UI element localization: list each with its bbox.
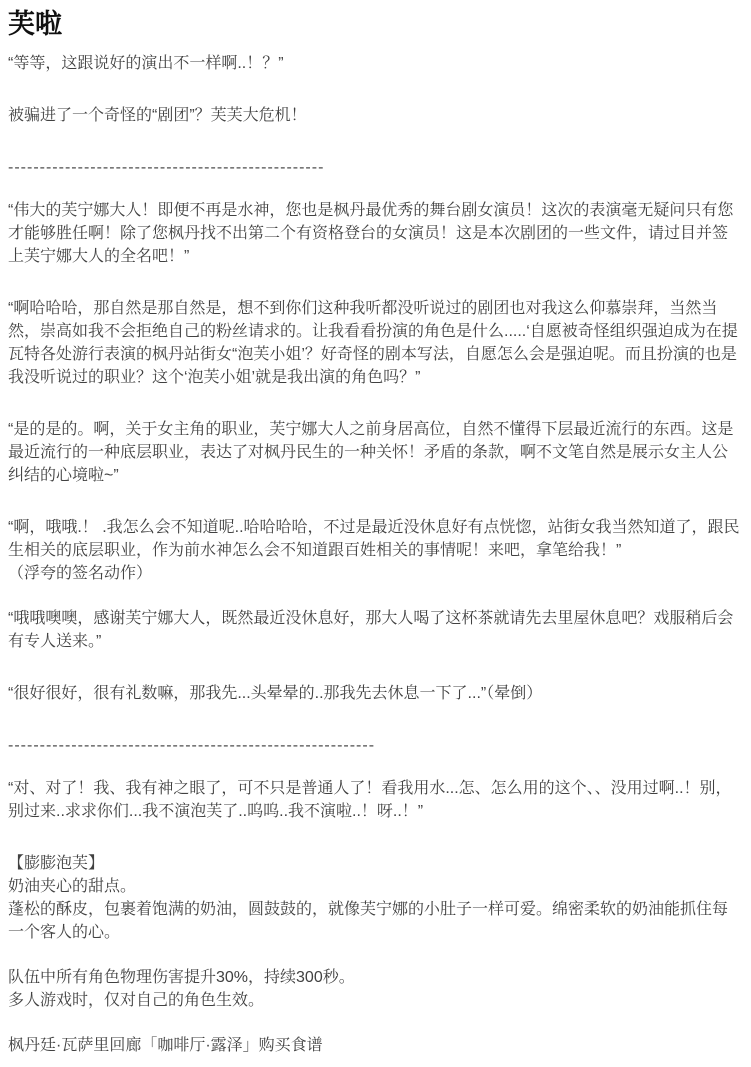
dialogue-furina-accept: “啊哈哈哈，那自然是那自然是，想不到你们这种我听都没听说过的剧团也对我这么仰慕崇拜，当然当然，崇高如我不会拒绝自己的粉丝请求的。让我看看扮演的角色是什么.....‘自愿被奇怪组织强迫成为在提瓦特各处游行表演的枫丹站街女“泡芙小姐’？好奇怪的剧本写法，自愿怎么会是强迫呢。而且扮演的也是我没听说过的职业？这个‘泡芙小姐’就是我出演的角色吗？” bbox=[8, 300, 738, 386]
dashed-separator-1: -------------------------------------------------- bbox=[8, 159, 325, 176]
item-source: 枫丹廷·瓦萨里回廊「咖啡厅·露泽」购买食谱 bbox=[8, 1037, 323, 1054]
dialogue-furina-sign: “啊，哦哦.！ .我怎么会不知道呢..哈哈哈哈，不过是最近没休息好有点恍惚，站街女我当然知道了，跟民生相关的底层职业，作为前水神怎么会不知道跟百姓相关的事情呢！来吧，拿笔给我！” bbox=[8, 519, 740, 559]
dialogue-faint: “很好很好，很有礼数嘛，那我先...头晕晕的..那我先去休息一下了...”（晕倒） bbox=[8, 685, 543, 702]
dialogue-troupe-explain: “是的是的。啊，关于女主角的职业，芙宁娜大人之前身居高位，自然不懂得下层最近流行的东西。这是最近流行的一种底层职业，表达了对枫丹民生的一种关怀！矛盾的条款，啊不文笔自然是展示女主人公纠结的心境啦~” bbox=[8, 421, 734, 484]
dialogue-tea: “哦哦噢噢，感谢芙宁娜大人，既然最近没休息好，那大人喝了这杯茶就请先去里屋休息吧？戏服稍后会有专人送来。” bbox=[8, 610, 734, 650]
dialogue-struggle: “对、对了！我、我有神之眼了，可不只是普通人了！看我用水...怎、怎么用的这个、、没用过啊..！别，别过来..求求你们...我不演泡芙了..呜呜..我不演啦..！呀..！” bbox=[8, 780, 732, 820]
sign-action-note: （浮夸的签名动作） bbox=[8, 565, 153, 582]
item-effect-line-2: 多人游戏时，仅对自己的角色生效。 bbox=[8, 992, 265, 1009]
dialogue-sign-block bbox=[8, 516, 741, 585]
item-effect-line-1: 队伍中所有角色物理伤害提升30%，持续300秒。 bbox=[8, 969, 355, 986]
intro-line-1: “等等，这跟说好的演出不一样啊..！？” bbox=[8, 55, 284, 72]
dialogue-invite: “伟大的芙宁娜大人！即便不再是水神，您也是枫丹最优秀的舞台剧女演员！这次的表演毫无疑问只有您才能够胜任啊！除了您枫丹找不出第二个有资格登台的女演员！这是本次剧团的一些文件，请过目并签上芙宁娜大人的全名吧！” bbox=[8, 202, 734, 265]
intro-line-2: 被骗进了一个奇怪的“剧团”？芙芙大危机！ bbox=[8, 107, 307, 124]
item-desc-line-2: 蓬松的酥皮，包裹着饱满的奶油，圆鼓鼓的，就像芙宁娜的小肚子一样可爱。绵密柔软的奶油能抓住每一个客人的心。 bbox=[8, 901, 729, 941]
item-effect-block bbox=[8, 966, 741, 1012]
item-description-block bbox=[8, 852, 741, 944]
dashed-separator-2: ---------------------------------------------------------- bbox=[8, 737, 376, 754]
page-title: 芙啦 bbox=[8, 9, 62, 39]
item-name: 【膨膨泡芙】 bbox=[8, 855, 105, 872]
item-desc-line-1: 奶油夹心的甜点。 bbox=[8, 878, 137, 895]
